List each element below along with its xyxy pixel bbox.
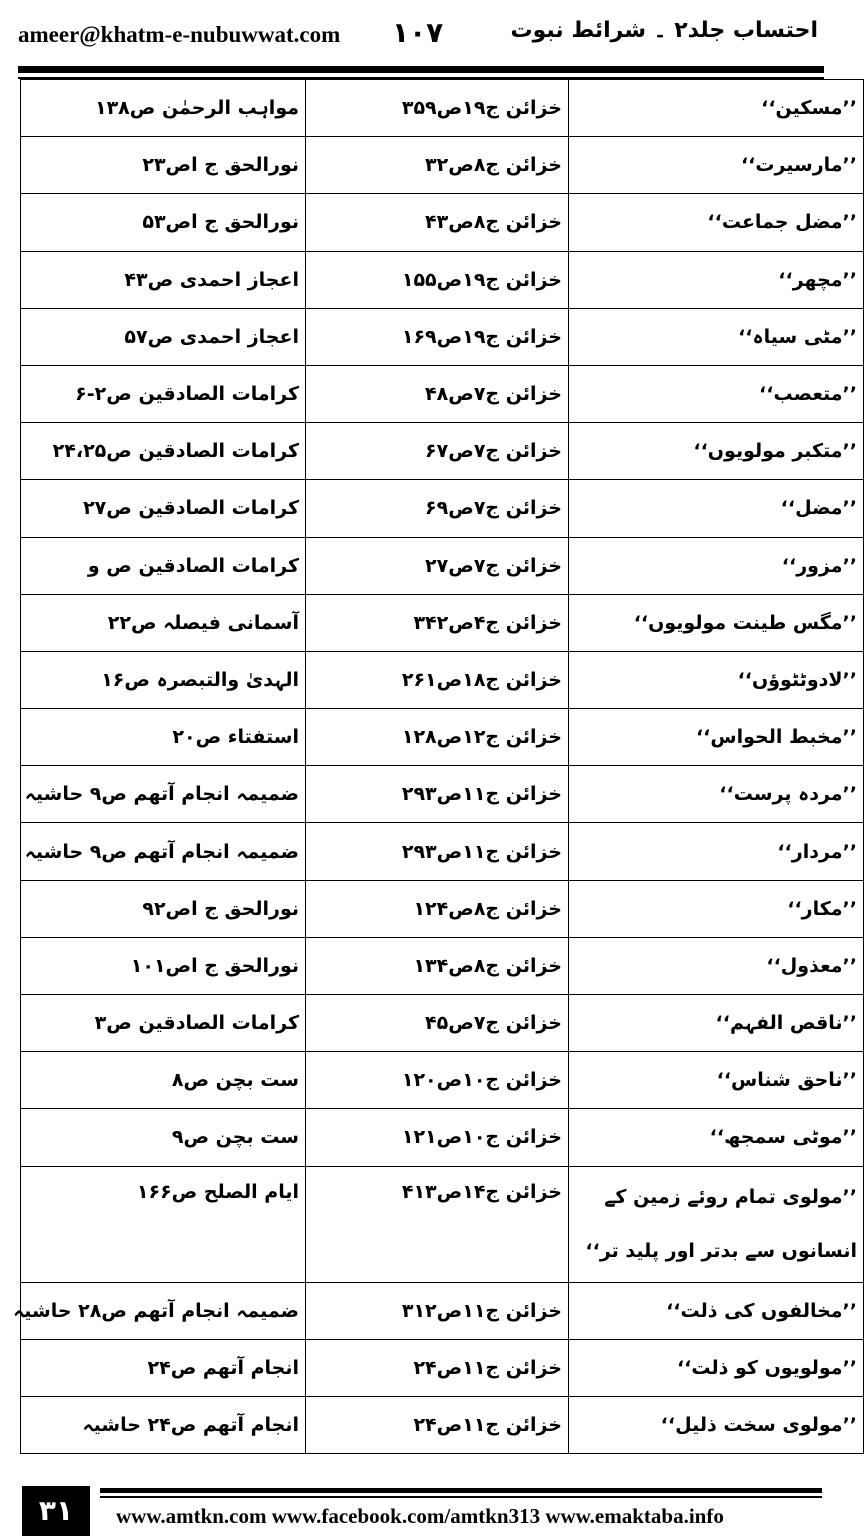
book-title: احتساب جلد۲ ۔ شرائط نبوت xyxy=(510,18,818,43)
cell-khazain-ref: خزائن ج۱۱ص۲۹۳ xyxy=(306,823,569,880)
cell-word: ’’مولوی سخت ذلیل‘‘ xyxy=(569,1396,864,1453)
table-row xyxy=(21,308,864,365)
references-table-body xyxy=(13,80,864,1454)
cell-khazain-ref: خزائن ج۷ص۶۹ xyxy=(306,480,569,537)
cell-source-ref: استفتاء ص۲۰ xyxy=(21,709,306,766)
cell-word: ’’مگس طینت مولویوں‘‘ xyxy=(569,594,864,651)
cell-source-ref: ضمیمہ انجام آتھم ص۲۸ حاشیہ xyxy=(21,1282,306,1339)
page-footer xyxy=(0,1482,840,1540)
cell-source-ref: کرامات الصادقین ص۲-۶ xyxy=(21,365,306,422)
cell-source-ref: اعجاز احمدی ص۵۷ xyxy=(21,308,306,365)
table-row xyxy=(21,1052,864,1109)
cell-khazain-ref: خزائن ج۱۹ص۱۵۵ xyxy=(306,251,569,308)
cell-word: ’’مسکین‘‘ xyxy=(569,80,864,137)
cell-source-ref: انجام آتھم ص۲۴ xyxy=(21,1339,306,1396)
cell-khazain-ref: خزائن ج۱۹ص۱۶۹ xyxy=(306,308,569,365)
cell-word: ’’مارسیرت‘‘ xyxy=(569,137,864,194)
cell-source-ref: نورالحق ج اص۲۳ xyxy=(21,137,306,194)
cell-source-ref: الہدیٰ والتبصرہ ص۱۶ xyxy=(21,651,306,708)
table-row xyxy=(21,537,864,594)
cell-source-ref: ضمیمہ انجام آتھم ص۹ حاشیہ xyxy=(21,766,306,823)
cell-khazain-ref: خزائن ج۱۱ص۳۱۲ xyxy=(306,1282,569,1339)
cell-word: ’’لادوٹٹوؤں‘‘ xyxy=(569,651,864,708)
table-row xyxy=(21,480,864,537)
table-row xyxy=(21,937,864,994)
footer-rule-thin xyxy=(100,1496,822,1498)
footer-rule-thick xyxy=(100,1488,822,1493)
cell-khazain-ref: خزائن ج۱۱ص۲۹۳ xyxy=(306,766,569,823)
table-row xyxy=(21,137,864,194)
cell-word: ’’ناقص الفہم‘‘ xyxy=(569,995,864,1052)
cell-source-ref: ست بچن ص۹ xyxy=(21,1109,306,1166)
cell-khazain-ref: خزائن ج۸ص۱۳۴ xyxy=(306,937,569,994)
cell-khazain-ref: خزائن ج۱۱ص۲۴ xyxy=(306,1339,569,1396)
table-row xyxy=(21,594,864,651)
cell-source-ref: کرامات الصادقین ص و xyxy=(21,537,306,594)
cell-word: ’’معذول‘‘ xyxy=(569,937,864,994)
table-row xyxy=(21,251,864,308)
cell-word: ’’مردہ پرست‘‘ xyxy=(569,766,864,823)
cell-word: ’’مردار‘‘ xyxy=(569,823,864,880)
cell-word: ’’موٹی سمجھ‘‘ xyxy=(569,1109,864,1166)
table-row xyxy=(21,1339,864,1396)
cell-word: ’’مضل جماعت‘‘ xyxy=(569,194,864,251)
cell-khazain-ref: خزائن ج۷ص۲۷ xyxy=(306,537,569,594)
cell-khazain-ref: خزائن ج۱۰ص۱۲۱ xyxy=(306,1109,569,1166)
cell-khazain-ref: خزائن ج۴ص۳۴۲ xyxy=(306,594,569,651)
cell-word: ’’ناحق شناس‘‘ xyxy=(569,1052,864,1109)
cell-word: ’’مضل‘‘ xyxy=(569,480,864,537)
table-row xyxy=(21,1396,864,1453)
table-row xyxy=(21,1282,864,1339)
footer-links: www.amtkn.com www.facebook.com/amtkn313 www.emaktaba.info xyxy=(116,1504,724,1528)
cell-source-ref: آسمانی فیصلہ ص۲۲ xyxy=(21,594,306,651)
cell-word: ’’مچھر‘‘ xyxy=(569,251,864,308)
cell-khazain-ref: خزائن ج۸ص۴۳ xyxy=(306,194,569,251)
cell-source-ref: کرامات الصادقین ص۲۴،۲۵ xyxy=(21,423,306,480)
table-row xyxy=(21,709,864,766)
cell-source-ref: انجام آتھم ص۲۴ حاشیہ xyxy=(21,1396,306,1453)
page-number: ۱۰۷ xyxy=(392,16,444,49)
cell-khazain-ref: خزائن ج۱۲ص۱۲۸ xyxy=(306,709,569,766)
header-rule-thick xyxy=(18,66,824,73)
cell-source-ref: کرامات الصادقین ص۲۷ xyxy=(21,480,306,537)
cell-source-ref: نورالحق ج اص۵۳ xyxy=(21,194,306,251)
table-row xyxy=(21,766,864,823)
cell-word: ’’مولوی تمام روئے زمین کے انسانوں سے بدتر اور پلید تر‘‘ xyxy=(569,1166,864,1282)
cell-khazain-ref: خزائن ج۱۰ص۱۲۰ xyxy=(306,1052,569,1109)
cell-source-ref: ضمیمہ انجام آتھم ص۹ حاشیہ xyxy=(21,823,306,880)
cell-word: ’’مٹی سیاہ‘‘ xyxy=(569,308,864,365)
cell-khazain-ref: خزائن ج۸ص۳۲ xyxy=(306,137,569,194)
cell-word: ’’متعصب‘‘ xyxy=(569,365,864,422)
cell-source-ref: اعجاز احمدی ص۴۳ xyxy=(21,251,306,308)
table-row xyxy=(21,1166,864,1282)
cell-source-ref: کرامات الصادقین ص۳ xyxy=(21,995,306,1052)
cell-khazain-ref: خزائن ج۸ص۱۲۴ xyxy=(306,880,569,937)
cell-word: ’’مخبط الحواس‘‘ xyxy=(569,709,864,766)
cell-source-ref: ایام الصلح ص۱۶۶ xyxy=(21,1166,306,1282)
table-row xyxy=(21,194,864,251)
cell-word: ’’متکبر مولویوں‘‘ xyxy=(569,423,864,480)
cell-source-ref: نورالحق ج اص۹۲ xyxy=(21,880,306,937)
references-table xyxy=(13,79,864,1454)
cell-word: ’’مکار‘‘ xyxy=(569,880,864,937)
cell-khazain-ref: خزائن ج۱۱ص۲۴ xyxy=(306,1396,569,1453)
table-row xyxy=(21,880,864,937)
cell-khazain-ref: خزائن ج۱۴ص۴۱۳ xyxy=(306,1166,569,1282)
table-row xyxy=(21,365,864,422)
cell-khazain-ref: خزائن ج۷ص۴۸ xyxy=(306,365,569,422)
cell-source-ref: ست بچن ص۸ xyxy=(21,1052,306,1109)
table-row xyxy=(21,80,864,137)
table-row xyxy=(21,823,864,880)
header-email: ameer@khatm-e-nubuwwat.com xyxy=(18,22,341,47)
table-row xyxy=(21,995,864,1052)
cell-word: ’’مزور‘‘ xyxy=(569,537,864,594)
cell-source-ref: نورالحق ج اص۱۰۱ xyxy=(21,937,306,994)
cell-source-ref: مواہب الرحمٰن ص۱۳۸ xyxy=(21,80,306,137)
page-header xyxy=(0,0,840,70)
footer-number: ۳۱ xyxy=(22,1486,90,1536)
table-row xyxy=(21,1109,864,1166)
cell-khazain-ref: خزائن ج۱۸ص۲۶۱ xyxy=(306,651,569,708)
cell-word: ’’مولویوں کو ذلت‘‘ xyxy=(569,1339,864,1396)
table-row xyxy=(21,423,864,480)
table-row xyxy=(21,651,864,708)
cell-khazain-ref: خزائن ج۷ص۴۵ xyxy=(306,995,569,1052)
cell-khazain-ref: خزائن ج۷ص۶۷ xyxy=(306,423,569,480)
cell-khazain-ref: خزائن ج۱۹ص۳۵۹ xyxy=(306,80,569,137)
cell-word: ’’مخالفوں کی ذلت‘‘ xyxy=(569,1282,864,1339)
